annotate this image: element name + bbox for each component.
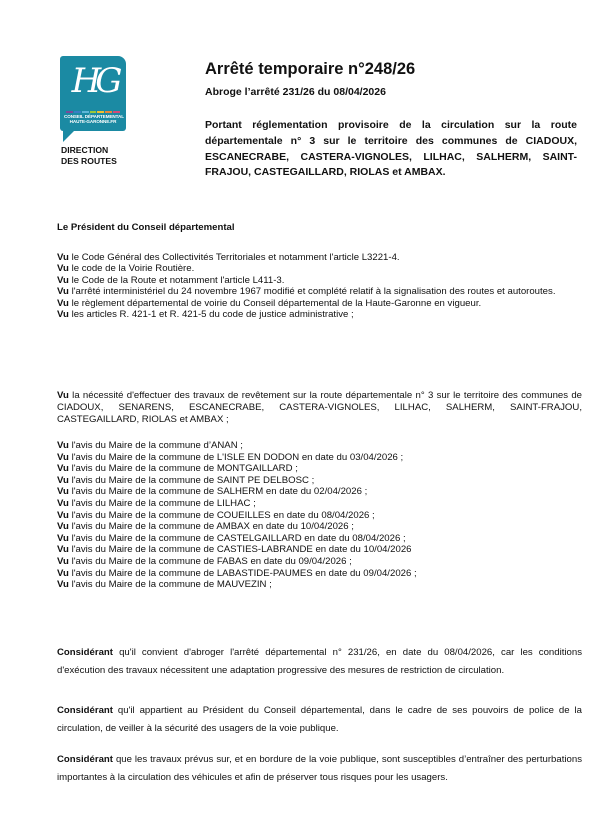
logo-bar [82,111,89,113]
logo-bar [90,111,97,113]
vu-item: Vu le règlement départemental de voirie du Conseil départemental de la Haute-Garonne en vigueur. [57,297,482,309]
logo-bar [74,111,81,113]
logo-monogram: HG [71,61,117,101]
avis-item: Vu l'avis du Maire de la commune de CASTIES-LABRANDE en date du 10/04/2026 [57,544,412,556]
avis-item: Vu l'avis du Maire de la commune de LILHAC ; [57,497,256,509]
document-title: Arrêté temporaire n°248/26 [205,60,416,78]
avis-item: Vu l'avis du Maire de la commune de LABASTIDE-PAUMES en date du 09/04/2026 ; [57,567,417,579]
avis-list [57,440,582,591]
logo-bar [113,111,120,113]
vu-item: Vu le code de la Voirie Routière. [57,263,195,275]
considerant-travaux: Considérant que les travaux prévus sur, et en bordure de la voie publique, sont susceptibles d’entraîner des perturbations importantes à la circulation des véhicules et afin de préserver tous risques pour les usagers. [57,754,582,783]
considerant-abrogation: Considérant qu'il convient d'abroger l'arrêté départemental n° 231/26, en date du 08/04/2026, car les conditions d'exécution des travaux nécessitent une adaptation progressive des mesures de restriction de circulation. [57,647,582,676]
department-line1: DIRECTION [61,145,109,155]
vu-item: Vu l'arrêté interministériel du 24 novembre 1967 modifié et complété relatif à la signalisation des routes et autoroutes. [57,286,556,298]
document-subtitle: Abroge l’arrêté 231/26 du 08/04/2026 [205,86,386,98]
vu-item: Vu le Code Général des Collectivités Territoriales et notamment l'article L3221-4. [57,252,400,263]
avis-item: Vu l'avis du Maire de la commune de AMBAX en date du 10/04/2026 ; [57,521,354,533]
logo-bar [105,111,112,113]
avis-item: Vu l'avis du Maire de la commune de SALHERM en date du 02/04/2026 ; [57,486,368,498]
avis-item: Vu l'avis du Maire de la commune d’ANAN ; [57,440,243,451]
logo-speech-tail [63,128,77,142]
logo-caption-line1: CONSEIL DÉPARTEMENTAL [64,114,124,119]
vu-list [57,252,582,320]
avis-item: Vu l'avis du Maire de la commune de L'ISLE EN DODON en date du 03/04/2026 ; [57,451,404,463]
vu-item: Vu le Code de la Route et notamment l'article L411-3. [57,274,285,286]
document-object: Portant réglementation provisoire de la circulation sur la route départementale n° 3 sur le territoire des communes de CIADOUX, ESCANECRABE, CASTERA-VIGNOLES, LILHAC, SALHERM, SAINT-FRAJOU, CASTEGAILLARD, RIOLAS et AMBAX. [205,119,577,179]
considerant-police: Considérant qu'il appartient au Président du Conseil départemental, dans le cadre de ses pouvoirs de police de la circulation, de veiller à la sécurité des usagers de la voie publique. [57,705,582,734]
vu-necessite: Vu la nécessité d'effectuer des travaux de revêtement sur la route départementale n° 3 sur le territoire des communes de CIADOUX, SENARENS, ESCANECRABE, CASTERA-VIGNOLES, LILHAC, SALHERM, SAINT-FRAJOU, CASTEGAILLARD, RIOLAS et AMBAX ; [57,390,582,425]
logo-color-bars [66,111,120,113]
avis-item: Vu l'avis du Maire de la commune de SAINT PE DELBOSC ; [57,474,315,486]
logo-caption-line2: HAUTE-GARONNE.FR [69,119,117,124]
conseil-departemental-logo [60,56,126,146]
department-line2: DES ROUTES [61,156,117,166]
president-heading: Le Président du Conseil départemental [57,222,235,233]
avis-item: Vu l'avis du Maire de la commune de COUEILLES en date du 08/04/2026 ; [57,509,375,521]
logo-bar [97,111,104,113]
avis-item: Vu l'avis du Maire de la commune de MONTGAILLARD ; [57,463,298,475]
avis-item: Vu l'avis du Maire de la commune de CASTELGAILLARD en date du 08/04/2026 ; [57,532,406,544]
avis-item: Vu l'avis du Maire de la commune de MAUVEZIN ; [57,579,272,591]
logo-bar [66,111,73,113]
vu-item: Vu les articles R. 421-1 et R. 421-5 du code de justice administrative ; [57,309,354,321]
logo-caption [64,114,122,124]
avis-item: Vu l'avis du Maire de la commune de FABAS en date du 09/04/2026 ; [57,555,352,567]
department-name [61,145,117,167]
